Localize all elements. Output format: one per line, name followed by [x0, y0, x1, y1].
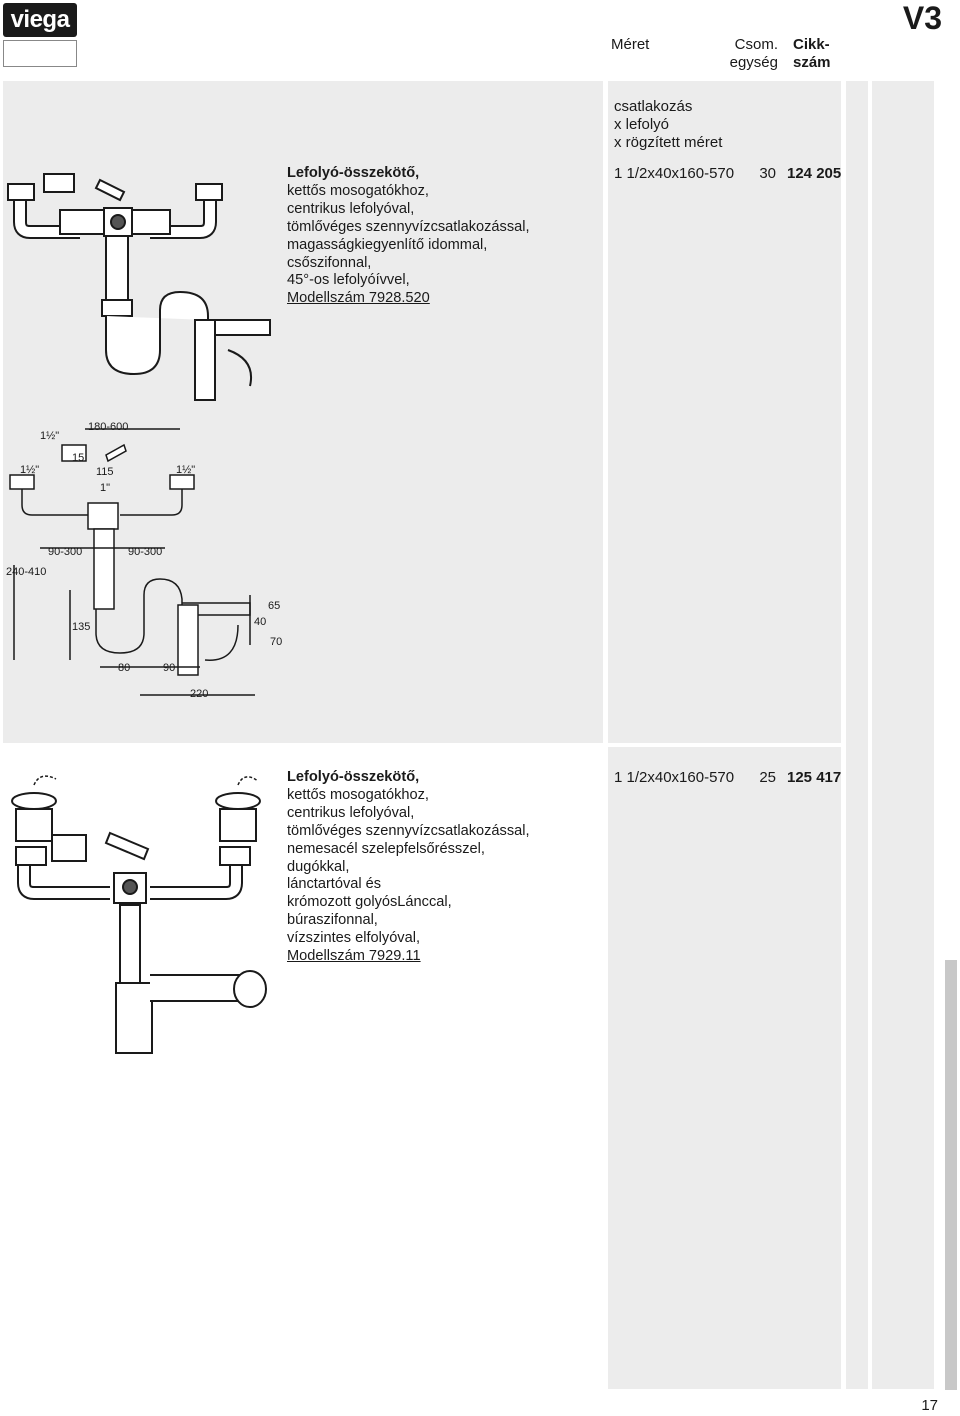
product-2-line: nemesacél szelepfelsőrésszel,	[287, 840, 485, 857]
size-header-line2: x lefolyó	[614, 116, 670, 133]
product-1-line: kettős mosogatókhoz,	[287, 182, 429, 199]
dim-label: 1"	[100, 482, 111, 494]
product-2-description	[287, 769, 530, 966]
section-side-bar	[945, 960, 957, 1390]
product-2-pack: 25	[759, 769, 776, 786]
dim-label: 70	[270, 636, 283, 648]
product-1-line: 45°-os lefolyóívvel,	[287, 272, 410, 289]
dim-label: 90	[163, 662, 176, 674]
dim-label: 220	[190, 688, 209, 700]
product-2-line: lánctartóval és	[287, 876, 382, 893]
product-1-illustration	[0, 160, 285, 410]
dim-label: 15	[72, 452, 85, 464]
dim-label: 90-300	[48, 546, 83, 558]
column-band-b	[872, 81, 934, 1389]
product-1-dimension-drawing	[0, 415, 290, 705]
product-2-line: tömlővéges szennyvízcsatlakozással,	[287, 822, 530, 839]
column-header-pack-line1: Csom.	[734, 36, 778, 53]
size-column-description	[614, 98, 722, 152]
column-header-size: Méret	[611, 36, 650, 53]
product-1-size: 1 1/2x40x160-570	[614, 165, 735, 182]
dim-label: 1½"	[40, 430, 60, 442]
product-2-line: krómozott golyósLánccal,	[287, 894, 452, 911]
dim-label: 90-300	[128, 546, 163, 558]
dim-label: 180-600	[88, 421, 129, 433]
column-band-a	[846, 81, 868, 1389]
page-number: 17	[921, 1397, 938, 1414]
dim-label: 115	[96, 466, 114, 478]
product-2-article-number: 125 417	[787, 769, 842, 786]
product-1-title: Lefolyó-összekötő,	[287, 165, 420, 181]
product-1-pack: 30	[759, 165, 776, 182]
dim-label: 240-410	[6, 566, 47, 578]
size-header-line1: csatlakozás	[614, 98, 693, 115]
product-1-line: centrikus lefolyóval,	[287, 200, 415, 217]
product-2-line: vízszintes elfolyóval,	[287, 930, 421, 947]
column-header-pack	[728, 36, 778, 72]
dim-label: 1½"	[176, 464, 196, 476]
section-code: V3	[902, 0, 942, 36]
product-row-2-data-band	[608, 747, 841, 1389]
logo-frame	[3, 40, 77, 67]
product-2-title: Lefolyó-összekötő,	[287, 769, 420, 785]
product-2-line: centrikus lefolyóval,	[287, 804, 415, 821]
product-1-description	[287, 165, 530, 308]
product-1-article-number: 124 205	[787, 165, 842, 182]
dim-label: 1½"	[20, 464, 40, 476]
column-header-article	[793, 36, 831, 72]
viega-logo: viega	[3, 3, 77, 37]
product-2-line: dugókkal,	[287, 858, 350, 875]
product-1-line: tömlővéges szennyvízcsatlakozással,	[287, 218, 530, 235]
product-2-line: búraszifonnal,	[287, 912, 378, 929]
dim-label: 80	[118, 662, 131, 674]
product-1-line: csőszifonnal,	[287, 254, 372, 271]
dim-label: 135	[72, 621, 91, 633]
product-1-model-link[interactable]: Modellszám 7928.520	[287, 290, 430, 307]
product-2-line: kettős mosogatókhoz,	[287, 786, 429, 803]
product-1-line: magasságkiegyenlítő idommal,	[287, 236, 488, 253]
product-2-size: 1 1/2x40x160-570	[614, 769, 735, 786]
size-header-line3: x rögzített méret	[614, 134, 723, 151]
dim-label: 65	[268, 600, 281, 612]
dim-label: 40	[254, 616, 267, 628]
product-2-model-link[interactable]: Modellszám 7929.11	[287, 948, 421, 965]
column-header-article-line1: Cikk-	[793, 36, 830, 53]
column-header-pack-line2: egység	[729, 54, 778, 71]
product-2-illustration	[0, 765, 285, 1065]
column-header-article-line2: szám	[793, 54, 831, 71]
